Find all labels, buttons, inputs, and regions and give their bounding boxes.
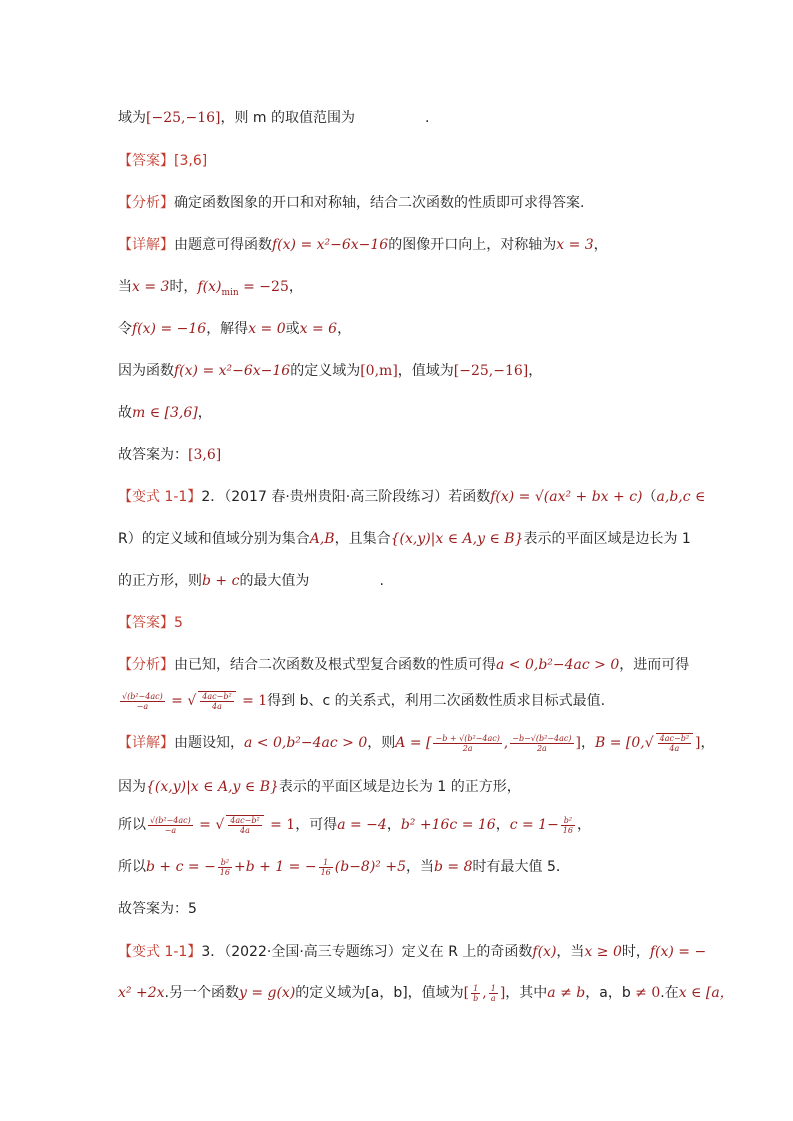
answer-2: 【答案】5: [118, 615, 183, 631]
detail-1: 【详解】由题意可得函数f(x) = x²−6x−16的图像开口向上，对称轴为x = 3，: [118, 237, 608, 253]
fraction: $\frac{\text{4ac−b²}}{4a}$: [656, 733, 693, 753]
line-6: 令f(x) = −16，解得x = 0或x = 6，: [118, 321, 352, 337]
fraction: $\frac{\text{b²}}{16}$: [219, 857, 230, 877]
variant-3-title: 【变式 1-1】3．（2022·全国·高三专题练习）定义在 R 上的奇函数f(x)，当x ≥ 0时，f(x) = −: [118, 944, 707, 960]
answer-1: 【答案】[3,6]: [118, 153, 208, 169]
fraction: $\frac{\text{−b + √(b²−4ac)}}{2a}$: [435, 733, 500, 753]
line-9: 故答案为：[3,6]: [118, 447, 222, 463]
line-20: 故答案为：5: [118, 901, 197, 917]
line-22: x² +2x.另一个函数y = g(x)的定义域为[a，b]，值域为[ $\frac{1}{b}$ , $\frac{1}{a}$ ]，其中a ≠ b，a，b ≠ 0.在x ∈ [a，: [118, 983, 734, 1003]
line-12: 的正方形，则b + c的最大值为 .: [118, 573, 384, 589]
line-8: 故m ∈ [3,6]，: [118, 405, 212, 421]
fraction: $\frac{1}{b}$: [473, 983, 479, 1003]
variant-2-title: 【变式 1-1】2．（2017 春·贵州贵阳·高三阶段练习）若函数f(x) = √(ax² + bx + c)（a,b,c ∈: [118, 489, 706, 505]
fraction: $\frac{1}{a}$: [490, 983, 496, 1003]
analysis-1: 【分析】确定函数图象的开口和对称轴，结合二次函数的性质即可求得答案.: [118, 195, 585, 211]
fraction: $\frac{\text{b²}}{16}$: [562, 815, 573, 835]
line-7: 因为函数f(x) = x²−6x−16的定义域为[0,m]，值域为[−25,−16]，: [118, 363, 543, 379]
line-11: R）的定义域和值域分别为集合A,B，且集合{(x,y)|x ∈ A,y ∈ B}表示的平面区域是边长为 1: [118, 531, 691, 547]
analysis-2: 【分析】由已知，结合二次函数及根式型复合函数的性质可得a < 0,b²−4ac > 0，进而可得: [118, 657, 690, 673]
line-17: 因为{(x,y)|x ∈ A,y ∈ B}表示的平面区域是边长为 1 的正方形，: [118, 779, 521, 795]
fraction: $\frac{\text{√(b²−4ac)}}{-a}$: [150, 815, 191, 835]
line-1: 域为[−25,−16]，则 m 的取值范围为 .: [118, 110, 430, 126]
detail-2: 【详解】由题设知，a < 0,b²−4ac > 0，则A = [ $\frac{\text{−b + √(b²−4ac)}}{2a}$ , $\frac{\text{−b−√(b²−4ac)}}{2a}$ ]，B = [0,√ $\frac{\text{4ac−b²}}{4a}$ ]，: [118, 733, 715, 753]
fraction: $\frac{\text{4ac−b²}}{4a}$: [198, 691, 235, 711]
line-5: 当x = 3时，$f(x)_{min} = -25$，: [118, 279, 303, 298]
fraction: $\frac{\text{4ac−b²}}{4a}$: [226, 815, 263, 835]
line-19: 所以b + c = − $\frac{\text{b²}}{16}$ +b + 1 = − $\frac{1}{16}$ (b−8)² +5，当b = 8时有最大值 5．: [118, 857, 570, 877]
fraction: $\frac{\text{√(b²−4ac)}}{-a}$: [122, 691, 163, 711]
line-18: 所以 $\frac{\text{√(b²−4ac)}}{-a}$ = √ $\frac{\text{4ac−b²}}{4a}$ = 1，可得a = −4，b² +16c = 16，c = 1− $\frac{\text{b²}}{16}$ ，: [118, 815, 591, 835]
fraction: $\frac{1}{16}$: [320, 857, 331, 877]
line-15: $\frac{\text{√(b²−4ac)}}{-a}$ = √ $\frac{\text{4ac−b²}}{4a}$ = 1得到 b、c 的关系式，利用二次函数性质求目标式最值.: [122, 691, 606, 711]
fraction: $\frac{\text{−b−√(b²−4ac)}}{2a}$: [512, 733, 572, 753]
